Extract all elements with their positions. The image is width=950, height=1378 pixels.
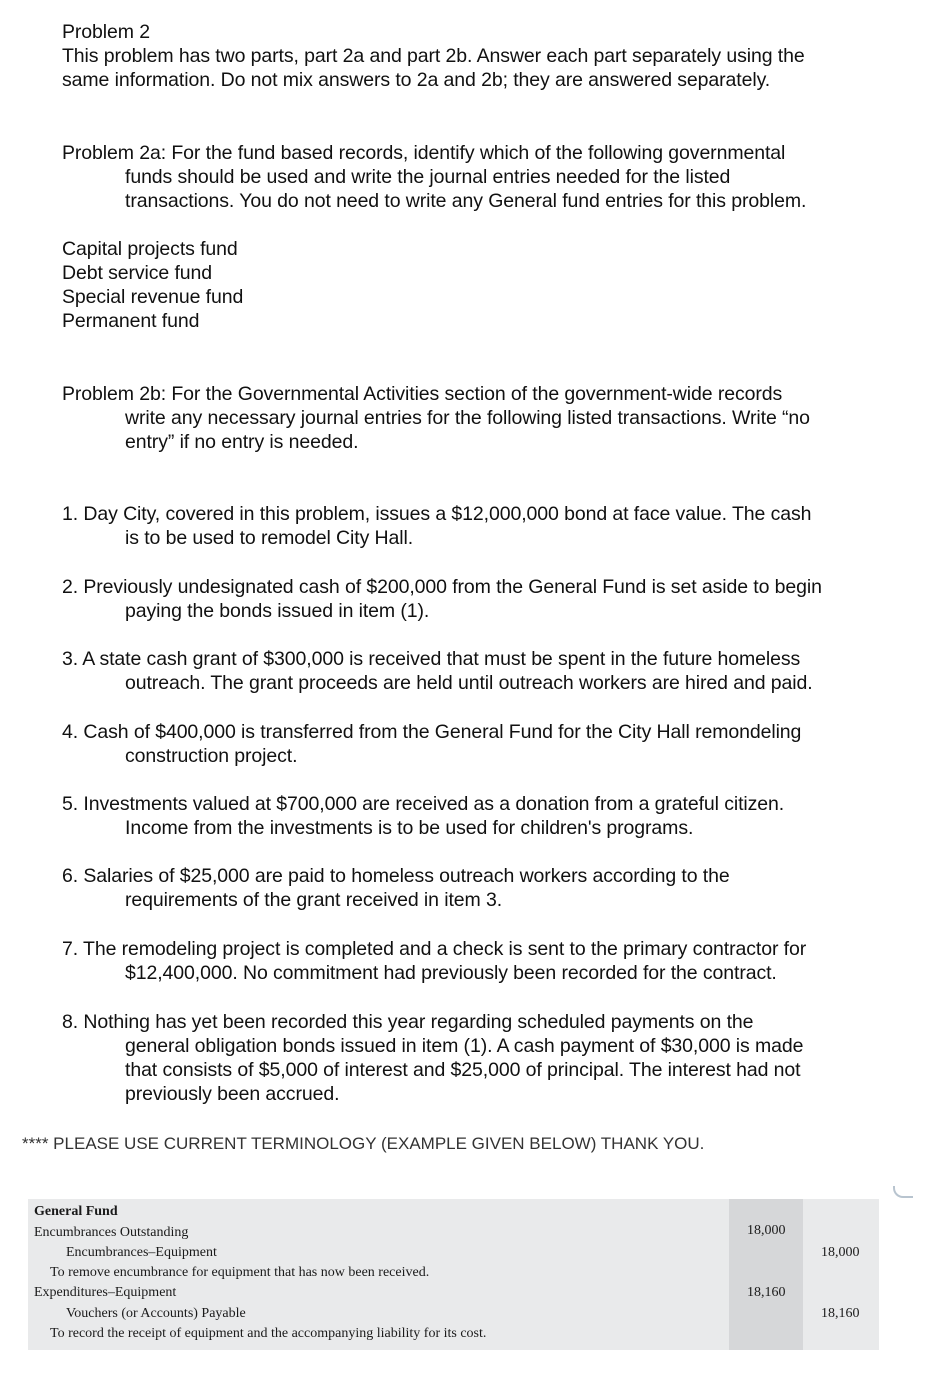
example-heading: General Fund [34, 1204, 118, 1219]
transaction-item-cont: Income from the investments is to be used for children's programs. [125, 817, 694, 839]
transaction-item-cont: paying the bonds issued in item (1). [125, 600, 430, 622]
problem-title: Problem 2 [62, 21, 150, 43]
entry-account: Vouchers (or Accounts) Payable [66, 1306, 246, 1321]
fund-option: Permanent fund [62, 310, 200, 332]
entry-explanation: To remove encumbrance for equipment that has now been received. [50, 1265, 430, 1280]
transaction-item-cont: is to be used to remodel City Hall. [125, 527, 414, 549]
entry-explanation: To record the receipt of equipment and the accompanying liability for its cost. [50, 1326, 487, 1341]
transaction-item-cont: that consists of $5,000 of interest and $25,000 of principal. The interest had not [125, 1059, 801, 1081]
transaction-item: 7. The remodeling project is completed and a check is sent to the primary contractor for [62, 938, 807, 960]
fund-option: Special revenue fund [62, 286, 244, 308]
transaction-item-cont: $12,400,000. No commitment had previously been recorded for the contract. [125, 962, 777, 984]
intro-line: same information. Do not mix answers to 2a and 2b; they are answered separately. [62, 69, 771, 91]
scroll-handle-icon[interactable] [893, 1186, 913, 1198]
transaction-item: 2. Previously undesignated cash of $200,000 from the General Fund is set aside to begin [62, 576, 822, 598]
intro-line: This problem has two parts, part 2a and part 2b. Answer each part separately using the [62, 45, 805, 67]
part-2a-line: funds should be used and write the journal entries needed for the listed [125, 166, 731, 188]
transaction-item-cont: outreach. The grant proceeds are held until outreach workers are hired and paid. [125, 672, 813, 694]
transaction-item: 5. Investments valued at $700,000 are received as a donation from a grateful citizen. [62, 793, 785, 815]
entry-account: Encumbrances Outstanding [34, 1225, 189, 1240]
debit-amount: 18,160 [747, 1285, 786, 1300]
part-2a-heading: Problem 2a: For the fund based records, identify which of the following governmental [62, 142, 786, 164]
fund-option: Capital projects fund [62, 238, 238, 260]
example-journal-entry [28, 1199, 879, 1350]
part-2a-line: transactions. You do not need to write any General fund entries for this problem. [125, 190, 807, 212]
transaction-item: 3. A state cash grant of $300,000 is received that must be spent in the future homeless [62, 648, 801, 670]
fund-option: Debt service fund [62, 262, 213, 284]
terminology-note: **** PLEASE USE CURRENT TERMINOLOGY (EXAMPLE GIVEN BELOW) THANK YOU. [22, 1134, 705, 1153]
transaction-item: 8. Nothing has yet been recorded this year regarding scheduled payments on the [62, 1011, 754, 1033]
part-2b-line: entry” if no entry is needed. [125, 431, 359, 453]
credit-amount: 18,000 [821, 1245, 860, 1260]
debit-amount: 18,000 [747, 1223, 786, 1238]
transaction-item-cont: general obligation bonds issued in item (1). A cash payment of $30,000 is made [125, 1035, 804, 1057]
transaction-item: 1. Day City, covered in this problem, issues a $12,000,000 bond at face value. The cash [62, 503, 812, 525]
transaction-item: 4. Cash of $400,000 is transferred from the General Fund for the City Hall remondeling [62, 721, 802, 743]
entry-account: Encumbrances–Equipment [66, 1245, 217, 1260]
entry-account: Expenditures–Equipment [34, 1285, 177, 1300]
part-2b-line: write any necessary journal entries for the following listed transactions. Write “no [125, 407, 810, 429]
credit-amount: 18,160 [821, 1306, 860, 1321]
transaction-item-cont: construction project. [125, 745, 298, 767]
transaction-item-cont: previously been accrued. [125, 1083, 340, 1105]
transaction-item: 6. Salaries of $25,000 are paid to homeless outreach workers according to the [62, 865, 730, 887]
transaction-item-cont: requirements of the grant received in item 3. [125, 889, 503, 911]
part-2b-heading: Problem 2b: For the Governmental Activities section of the government-wide records [62, 383, 783, 405]
